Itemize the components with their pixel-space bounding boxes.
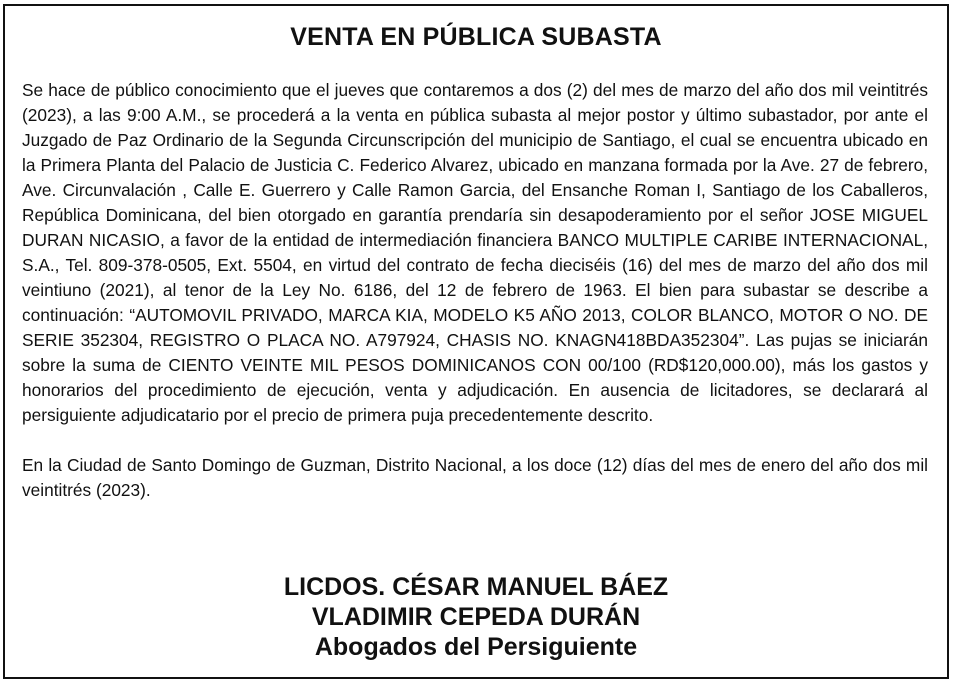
notice-body [22,78,928,503]
notice-title: VENTA EN PÚBLICA SUBASTA [290,23,662,51]
signature-line-second-lawyer: VLADIMIR CEPEDA DURÁN [311,603,641,631]
signature-line-role: Abogados del Persiguiente [314,633,638,661]
auction-notice [3,4,949,679]
signature-line-lawyers: LICDOS. CÉSAR MANUEL BÁEZ [283,573,669,601]
signature-block [5,572,947,662]
notice-paragraph-auction-details: Se hace de público conocimiento que el jueves que contaremos a dos (2) del mes de marzo del año dos mil veintitrés (2023), a las 9:00 A.M., se procederá a la venta en pública subasta al mejor postor y último subastador, por ante el Juzgado de Paz Ordinario de la Segunda Circunscripción del municipio de Santiago, el cual se encuentra ubicado en la Primera Planta del Palacio de Justicia C. Federico Alvarez, ubicado en manzana formada por la Ave. 27 de febrero, Ave. Circunvalación , Calle E. Guerrero y Calle Ramon Garcia, del Ensanche Roman I, Santiago de los Caballeros, República Dominicana, del bien otorgado en garantía prendaría sin desapoderamiento por el señor JOSE MIGUEL DURAN NICASIO, a favor de la entidad de intermediación financiera BANCO MULTIPLE CARIBE INTERNACIONAL, S.A., Tel. 809-378-0505, Ext. 5504, en virtud del contrato de fecha dieciséis (16) del mes de marzo del año dos mil veintiuno (2021), al tenor de la Ley No. 6186, del 12 de febrero de 1963. El bien para subastar se describe a continuación: “AUTOMOVIL PRIVADO, MARCA KIA, MODELO K5 AÑO 2013, COLOR BLANCO, MOTOR O NO. DE SERIE 352304, REGISTRO O PLACA NO. A797924, CHASIS NO. KNAGN418BDA352304”. Las pujas se iniciarán sobre la suma de CIENTO VEINTE MIL PESOS DOMINICANOS CON 00/100 (RD$120,000.00), más los gastos y honorarios del procedimiento de ejecución, venta y adjudicación. En ausencia de licitadores, se declarará al persiguiente adjudicatario por el precio de primera puja precedentemente descrito. [22,80,928,425]
notice-paragraph-date-place: En la Ciudad de Santo Domingo de Guzman, Distrito Nacional, a los doce (12) días del mes de enero del año dos mil veintitrés (2023). [22,455,928,500]
